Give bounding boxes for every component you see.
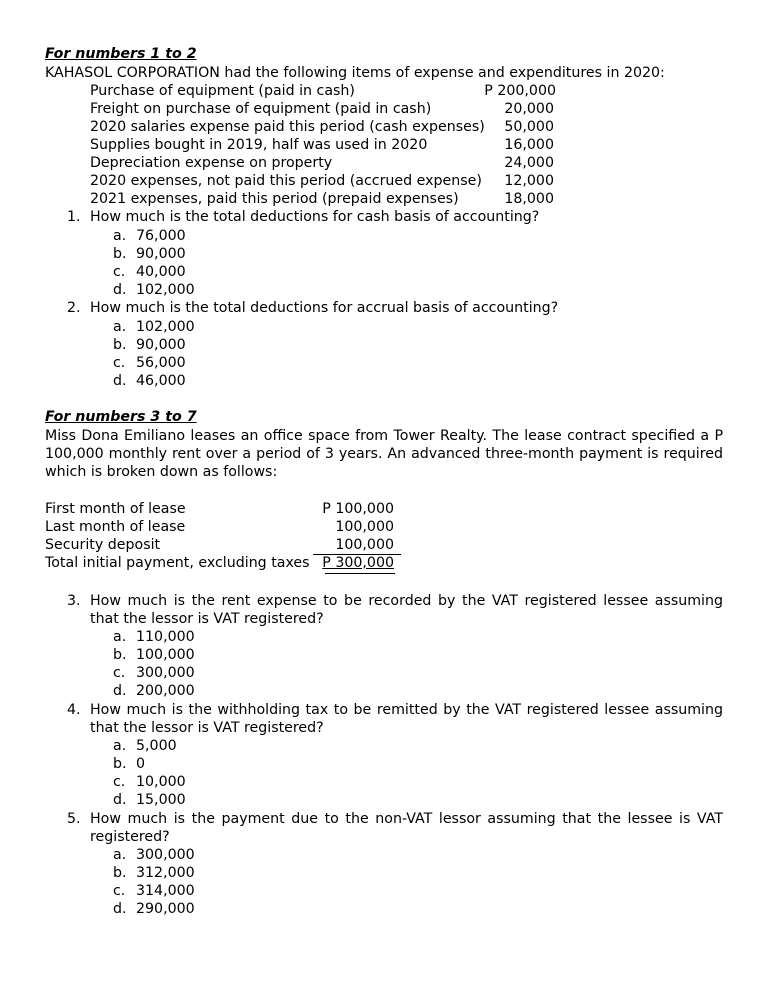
expense-item-label: 2021 expenses, paid this period (prepaid expenses) <box>90 191 459 207</box>
question-text: How much is the total deductions for accrual basis of accounting? <box>90 300 559 316</box>
total-double-rule <box>325 573 395 574</box>
choice-text: 90,000 <box>136 337 186 353</box>
choice-text: 102,000 <box>136 282 195 298</box>
expense-item-label: Purchase of equipment (paid in cash) <box>90 83 355 99</box>
choice-letter: b. <box>113 337 127 353</box>
expense-item-amount: 16,000 <box>504 137 554 153</box>
choice-text: 76,000 <box>136 228 186 244</box>
choice-letter: d. <box>113 373 127 389</box>
choice-text: 100,000 <box>136 647 195 663</box>
choice-letter: c. <box>113 264 126 280</box>
question-text: How much is the rent expense to be recorded by the VAT registered lessee assuming that the lessor is VAT registered? <box>90 593 723 628</box>
breakdown-label: Last month of lease <box>45 519 186 535</box>
choice-text: 56,000 <box>136 355 186 371</box>
expense-item-amount: 50,000 <box>504 119 554 135</box>
choice-text: 300,000 <box>136 665 195 681</box>
expense-item-label: Supplies bought in 2019, half was used in 2020 <box>90 137 428 153</box>
choice-text: 102,000 <box>136 319 195 335</box>
choice-letter: b. <box>113 647 127 663</box>
question-text: How much is the payment due to the non-VAT lessor assuming that the lessee is VAT registered? <box>90 811 723 846</box>
choice-text: 90,000 <box>136 246 186 262</box>
choice-letter: a. <box>113 228 127 244</box>
section2-intro: Miss Dona Emiliano leases an office space from Tower Realty. The lease contract specified a P 100,000 monthly rent over a period of 3 years. An advanced three-month payment is required which is broken down as follows: <box>45 428 723 481</box>
section2-heading: For numbers 3 to 7 <box>45 409 197 425</box>
expense-item-label: 2020 salaries expense paid this period (cash expenses) <box>90 119 485 135</box>
choice-letter: d. <box>113 901 127 917</box>
breakdown-total-label: Total initial payment, excluding taxes <box>45 555 310 571</box>
choice-letter: b. <box>113 756 127 772</box>
choice-text: 314,000 <box>136 883 195 899</box>
breakdown-label: First month of lease <box>45 501 186 517</box>
expense-item-amount: 18,000 <box>504 191 554 207</box>
choice-text: 5,000 <box>136 738 177 754</box>
choice-letter: c. <box>113 355 126 371</box>
choice-text: 10,000 <box>136 774 186 790</box>
choice-text: 290,000 <box>136 901 195 917</box>
expense-item-label: 2020 expenses, not paid this period (accrued expense) <box>90 173 482 189</box>
choice-text: 300,000 <box>136 847 195 863</box>
choice-letter: a. <box>113 629 127 645</box>
question-number: 4. <box>67 702 81 718</box>
expense-item-amount: 12,000 <box>504 173 554 189</box>
section1-heading: For numbers 1 to 2 <box>45 46 197 62</box>
expense-item-amount: 24,000 <box>504 155 554 171</box>
choice-letter: b. <box>113 246 127 262</box>
question-number: 5. <box>67 811 81 827</box>
choice-letter: a. <box>113 319 127 335</box>
choice-text: 40,000 <box>136 264 186 280</box>
breakdown-amount: P 100,000 <box>322 501 394 517</box>
choice-letter: a. <box>113 738 127 754</box>
choice-text: 46,000 <box>136 373 186 389</box>
choice-letter: a. <box>113 847 127 863</box>
question-text: How much is the total deductions for cash basis of accounting? <box>90 209 540 225</box>
breakdown-total-amount: P 300,000 <box>322 555 394 571</box>
section1-intro: KAHASOL CORPORATION had the following items of expense and expenditures in 2020: <box>45 65 665 81</box>
choice-text: 0 <box>136 756 146 772</box>
choice-letter: c. <box>113 665 126 681</box>
question-number: 3. <box>67 593 81 609</box>
choice-letter: b. <box>113 865 127 881</box>
expense-item-label: Freight on purchase of equipment (paid in cash) <box>90 101 432 117</box>
choice-letter: d. <box>113 683 127 699</box>
breakdown-amount: 100,000 <box>335 537 394 553</box>
choice-text: 110,000 <box>136 629 195 645</box>
question-text: How much is the withholding tax to be remitted by the VAT registered lessee assuming that the lessor is VAT registered? <box>90 702 723 737</box>
breakdown-amount: 100,000 <box>335 519 394 535</box>
expense-item-label: Depreciation expense on property <box>90 155 333 171</box>
choice-letter: d. <box>113 792 127 808</box>
choice-text: 15,000 <box>136 792 186 808</box>
expense-item-amount: 20,000 <box>504 101 554 117</box>
expense-item-amount: P 200,000 <box>484 83 556 99</box>
choice-letter: c. <box>113 774 126 790</box>
choice-letter: c. <box>113 883 126 899</box>
choice-letter: d. <box>113 282 127 298</box>
choice-text: 200,000 <box>136 683 195 699</box>
question-number: 1. <box>67 209 81 225</box>
question-number: 2. <box>67 300 81 316</box>
breakdown-label: Security deposit <box>45 537 161 553</box>
choice-text: 312,000 <box>136 865 195 881</box>
